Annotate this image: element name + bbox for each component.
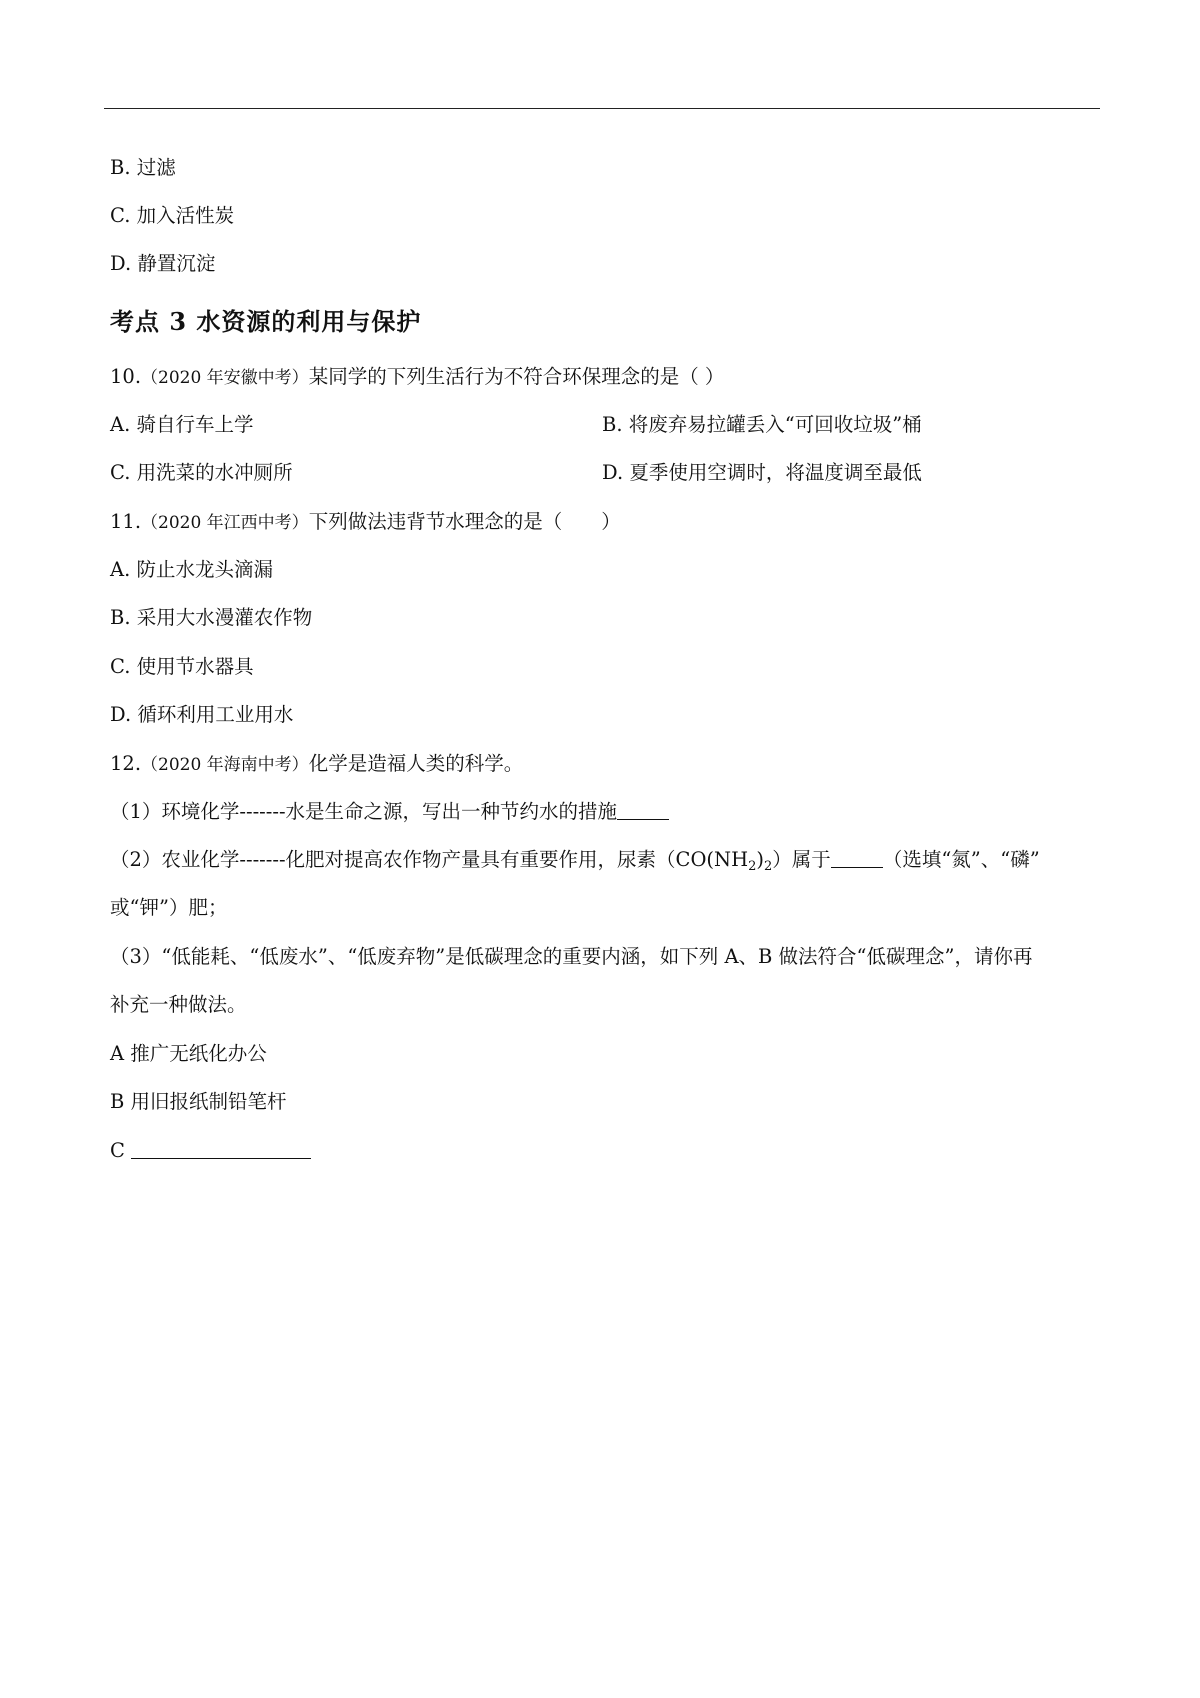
q12-part-2-cont: 或“钾”）肥； [110,896,228,919]
q11-option-d: D. 循环利用工业用水 [110,703,294,726]
q12-part-1: （1）环境化学-------水是生命之源，写出一种节约水的措施 [110,799,669,825]
q12-part-3: （3）“低能耗、“低废水”、“低废弃物”是低碳理念的重要内涵，如下列 A、B 做法符合“低碳理念”，请你再 [110,945,1033,968]
q12-item-b: B 用旧报纸制铅笔杆 [110,1090,287,1113]
header-rule [104,108,1100,109]
q11-option-b: B. 采用大水漫灌农作物 [110,606,313,629]
section-heading: 考点 3 水资源的利用与保护 [110,307,422,336]
q12-item-a: A 推广无纸化办公 [110,1042,267,1065]
answer-blank[interactable] [617,799,669,820]
q10-option-d: D. 夏季使用空调时，将温度调至最低 [602,461,922,484]
prev-option-d: D. 静置沉淀 [110,252,216,275]
q12-item-c: C [110,1138,311,1164]
q10-option-a: A. 骑自行车上学 [110,413,254,436]
q11-option-c: C. 使用节水器具 [110,655,254,678]
q12-part-3-cont: 补充一种做法。 [110,993,247,1016]
answer-blank[interactable] [131,1138,311,1159]
q11-option-a: A. 防止水龙头滴漏 [110,558,273,581]
q10-option-b: B. 将废弃易拉罐丢入“可回收垃圾”桶 [602,413,922,436]
question-11-stem: 11.（2020 年江西中考）下列做法违背节水理念的是（ ） [110,510,621,533]
question-12-stem: 12.（2020 年海南中考）化学是造福人类的科学。 [110,752,524,775]
question-10-stem: 10.（2020 年安徽中考）某同学的下列生活行为不符合环保理念的是（ ） [110,365,725,388]
q12-part-2: （2）农业化学-------化肥对提高农作物产量具有重要作用，尿素$(CO(NH_2)_2)$属于 （选填“氮”、“磷” [110,848,1040,874]
prev-option-b: B. 过滤 [110,156,176,179]
prev-option-c: C. 加入活性炭 [110,204,235,227]
answer-blank[interactable] [831,847,883,868]
q10-option-c: C. 用洗菜的水冲厕所 [110,461,293,484]
